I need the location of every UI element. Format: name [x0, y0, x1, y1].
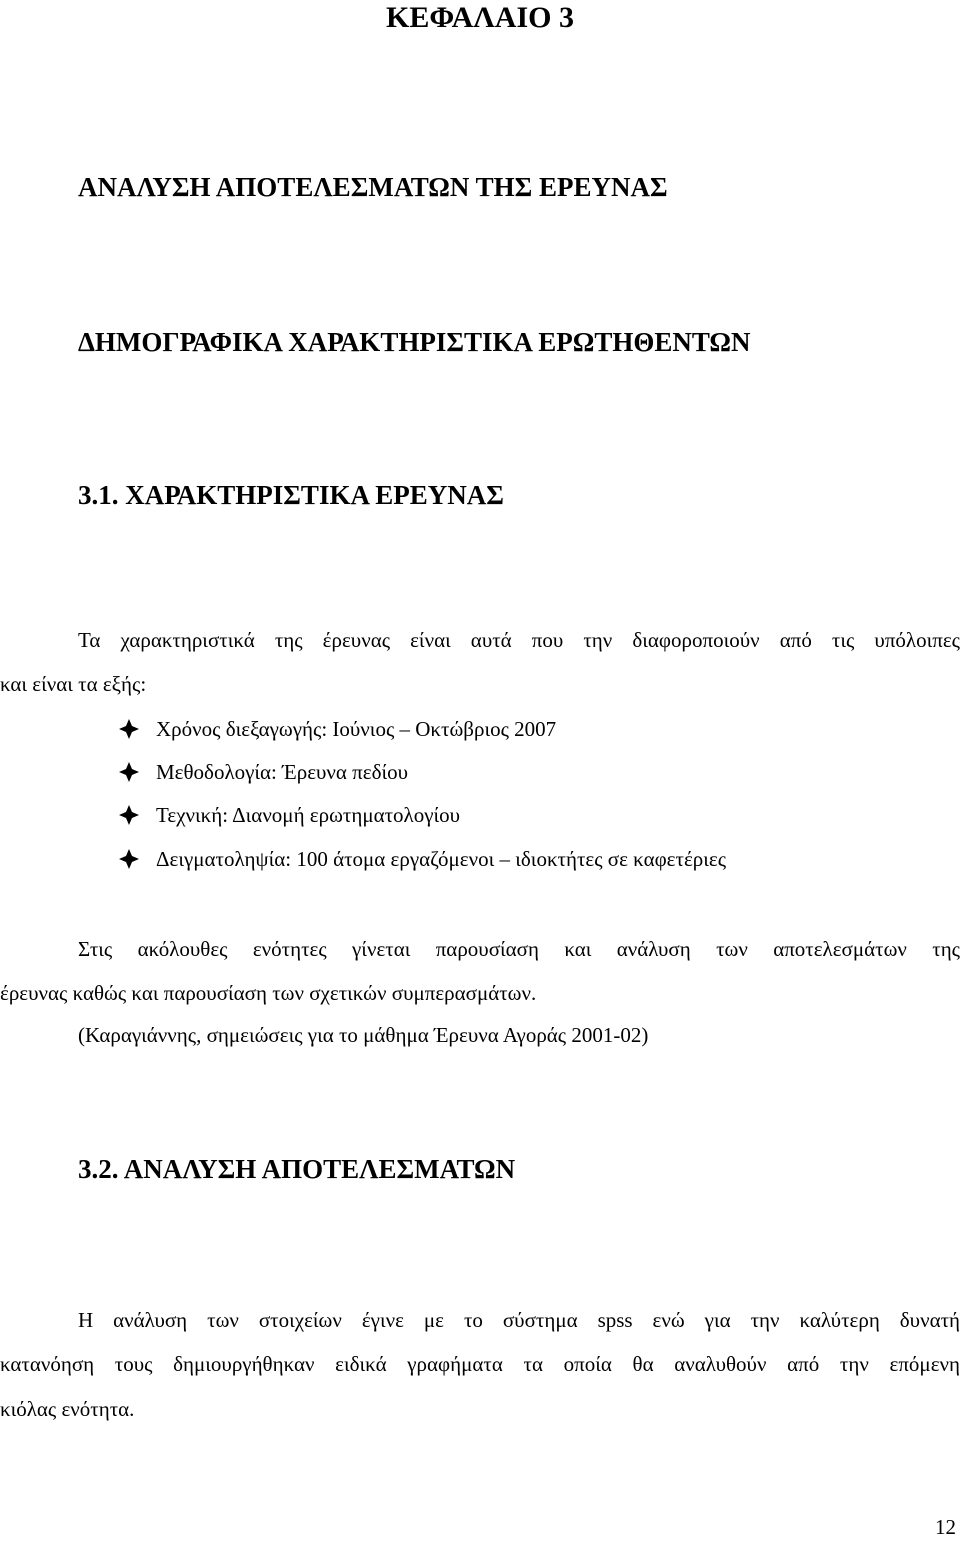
- bullet-item: [118, 758, 408, 786]
- report-title: ΑΝΑΛΥΣΗ ΑΠΟΤΕΛΕΣΜΑΤΩΝ ΤΗΣ ΕΡΕΥΝΑΣ: [78, 172, 668, 202]
- diamond-bullet-icon: [118, 718, 140, 740]
- section-heading-3-1: 3.1. ΧΑΡΑΚΤΗΡΙΣΤΙΚΑ ΕΡΕΥΝΑΣ: [78, 480, 504, 510]
- diamond-bullet-icon: [118, 848, 140, 870]
- bullet-item: [118, 715, 556, 743]
- section-heading-3-2: 3.2. ΑΝΑΛΥΣΗ ΑΠΟΤΕΛΕΣΜΑΤΩΝ: [78, 1154, 516, 1184]
- citation: (Καραγιάννης, σημειώσεις για το μάθημα Έρευνα Αγοράς 2001-02): [78, 1023, 649, 1047]
- results-para-line-2: έρευνας καθώς και παρουσίαση των σχετικών συμπερασμάτων.: [0, 981, 537, 1005]
- bullet-item: [118, 801, 460, 829]
- bullet-item: [118, 845, 726, 873]
- page-number: 12: [935, 1515, 956, 1539]
- analysis-para-line-3: κιόλας ενότητα.: [0, 1397, 135, 1421]
- analysis-para-line-2: κατανόηση τους δημιουργήθηκαν ειδικά γραφήματα τα οποία θα αναλυθούν από την επόμενη: [0, 1352, 960, 1376]
- diamond-bullet-icon: [118, 804, 140, 826]
- bullet-text: Μεθοδολογία: Έρευνα πεδίου: [156, 760, 409, 784]
- analysis-para-line-1: Η ανάλυση των στοιχείων έγινε με το σύστημα spss ενώ για την καλύτερη δυνατή: [78, 1308, 960, 1332]
- chapter-title: ΚΕΦΑΛΑΙΟ 3: [386, 1, 574, 34]
- diamond-bullet-icon: [118, 761, 140, 783]
- bullet-text: Δειγματοληψία: 100 άτομα εργαζόμενοι – ιδιοκτήτες σε καφετέριες: [156, 847, 727, 871]
- intro-line-2: και είναι τα εξής:: [0, 672, 147, 696]
- intro-line-1: Τα χαρακτηριστικά της έρευνας είναι αυτά που την διαφοροποιούν από τις υπόλοιπες: [78, 628, 960, 652]
- results-para-line-1: Στις ακόλουθες ενότητες γίνεται παρουσίαση και ανάλυση των αποτελεσμάτων της: [78, 937, 960, 961]
- bullet-text: Τεχνική: Διανομή ερωτηματολογίου: [156, 803, 461, 827]
- bullet-text: Χρόνος διεξαγωγής: Ιούνιος – Οκτώβριος 2007: [156, 717, 557, 741]
- demographics-title: ΔΗΜΟΓΡΑΦΙΚΑ ΧΑΡΑΚΤΗΡΙΣΤΙΚΑ ΕΡΩΤΗΘΕΝΤΩΝ: [78, 327, 751, 357]
